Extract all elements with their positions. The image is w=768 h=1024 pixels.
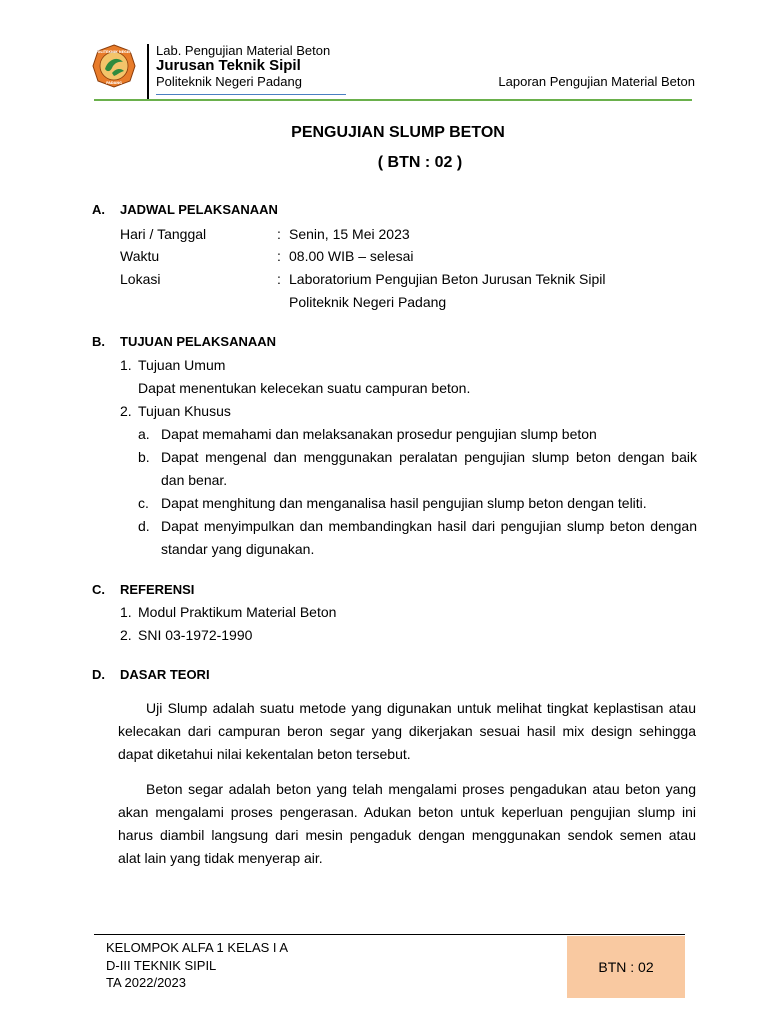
schedule-label-time: Waktu (120, 248, 160, 264)
objective-specific-title: Tujuan Khusus (138, 403, 231, 419)
objective-general-text: Dapat menentukan kelecekan suatu campuran beton. (138, 380, 471, 396)
section-b-title: TUJUAN PELAKSANAAN (120, 334, 277, 349)
objective-item-d: Dapat menyimpulkan dan membandingkan hasil dari pengujian slump beton dengan (161, 518, 697, 534)
list-number: 1. (120, 604, 132, 620)
schedule-label-location: Lokasi (120, 271, 161, 287)
header-lab: Lab. Pengujian Material Beton (156, 43, 331, 58)
theory-paragraph-1-line-2: kelecakan dari campuran beron segar yang dikerjakan sesuai hasil mix design sehingga (118, 723, 696, 739)
list-letter: b. (138, 449, 150, 465)
footer-year: TA 2022/2023 (106, 975, 186, 990)
theory-paragraph-2-line-2: akan mengalami proses pengerasan. Adukan beton untuk keperluan pengujian slump ini (118, 804, 696, 820)
reference-item: Modul Praktikum Material Beton (138, 604, 337, 620)
section-c-letter: C. (92, 582, 105, 597)
schedule-colon: : (277, 248, 281, 264)
header-report-type: Laporan Pengujian Material Beton (498, 74, 695, 89)
schedule-value-location: Laboratorium Pengujian Beton Jurusan Teknik Sipil (289, 271, 606, 287)
list-letter: c. (138, 495, 149, 511)
footer-code: BTN : 02 (598, 959, 654, 975)
section-c-title: REFERENSI (120, 582, 195, 597)
header-divider (147, 44, 149, 100)
institution-logo (92, 44, 136, 88)
section-d-letter: D. (92, 667, 105, 682)
header-rule (94, 99, 692, 101)
document-code: ( BTN : 02 ) (377, 154, 463, 171)
section-d-title: DASAR TEORI (120, 667, 210, 682)
theory-paragraph-2-line-1: Beton segar adalah beton yang telah mengalami proses pengadukan atau beton yang (146, 781, 696, 797)
footer-program: D-III TEKNIK SIPIL (106, 958, 217, 973)
objective-item-b: Dapat mengenal dan menggunakan peralatan pengujian slump beton dengan baik (161, 449, 697, 465)
list-letter: a. (138, 426, 150, 442)
section-a-letter: A. (92, 202, 105, 217)
reference-item: SNI 03-1972-1990 (138, 627, 253, 643)
schedule-value-time: 08.00 WIB – selesai (289, 248, 414, 264)
schedule-value-date: Senin, 15 Mei 2023 (289, 226, 410, 242)
section-b-letter: B. (92, 334, 105, 349)
schedule-label-date: Hari / Tanggal (120, 226, 207, 242)
objective-item-a: Dapat memahami dan melaksanakan prosedur pengujian slump beton (161, 426, 597, 442)
list-number: 2. (120, 403, 132, 419)
objective-general-title: Tujuan Umum (138, 357, 226, 373)
schedule-colon: : (277, 271, 281, 287)
objective-item-c: Dapat menghitung dan menganalisa hasil pengujian slump beton dengan teliti. (161, 495, 647, 511)
list-number: 2. (120, 627, 132, 643)
theory-paragraph-2-line-3: harus diambil langsung dari mesin pengaduk dengan menggunakan sendok semen atau (118, 827, 696, 843)
theory-paragraph-1-line-3: dapat diketahui nilai kekentalan beton tersebut. (118, 746, 411, 762)
header-department: Jurusan Teknik Sipil (156, 57, 301, 74)
footer-code-box (567, 936, 685, 998)
list-number: 1. (120, 357, 132, 373)
objective-item-b-cont: dan benar. (161, 472, 228, 488)
list-letter: d. (138, 518, 150, 534)
theory-paragraph-2-line-4: alat lain yang tidak menyerap air. (118, 850, 323, 866)
logo-text-top: POLITEKNIK NEGERI (94, 50, 134, 54)
header-underline (156, 94, 346, 95)
theory-paragraph-1-line-1: Uji Slump adalah suatu metode yang digunakan untuk melihat tingkat keplastisan atau (146, 700, 696, 716)
document-title: PENGUJIAN SLUMP BETON (291, 124, 505, 141)
schedule-value-location-2: Politeknik Negeri Padang (289, 294, 447, 310)
header-institution: Politeknik Negeri Padang (156, 74, 302, 89)
objective-item-d-cont: standar yang digunakan. (161, 541, 315, 557)
section-a-title: JADWAL PELAKSANAAN (120, 202, 278, 217)
footer-group: KELOMPOK ALFA 1 KELAS I A (106, 940, 289, 955)
logo-text-bottom: PADANG (106, 81, 122, 85)
footer-rule (94, 934, 685, 935)
schedule-colon: : (277, 226, 281, 242)
